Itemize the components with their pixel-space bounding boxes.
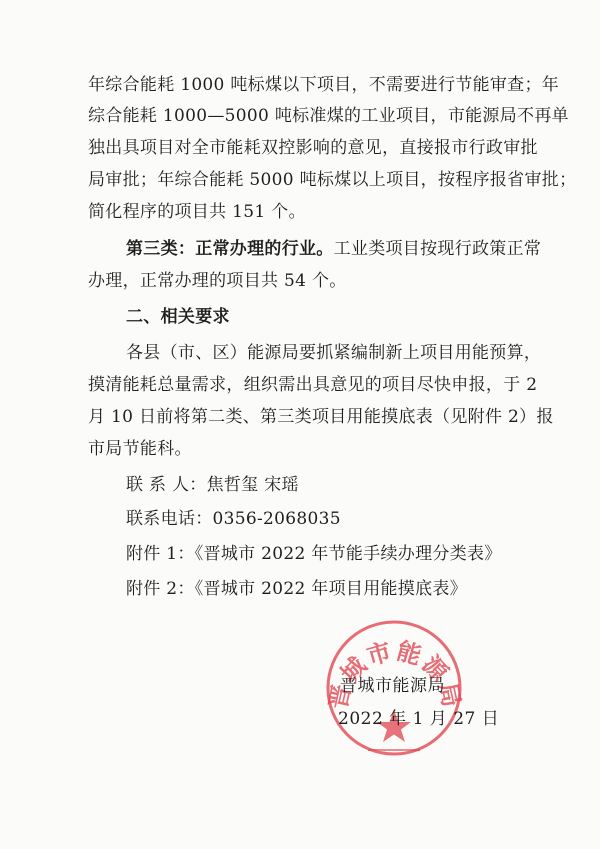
body-text-line: 独出具项目对全市能耗双控影响的意见，直接报市行政审批 <box>88 138 538 158</box>
body-text-line: 市局节能科。 <box>88 439 192 459</box>
body-text-line: 摸清能耗总量需求，组织需出具意见的项目尽快申报，于 2 <box>88 375 538 395</box>
body-text-line: 综合能耗 1000—5000 吨标准煤的工业项目，市能源局不再单 <box>88 106 569 126</box>
issuing-organization: 晋城市能源局 <box>340 676 445 696</box>
issue-date: 2022 年 1 月 27 日 <box>338 709 500 729</box>
body-text-line: 局审批；年综合能耗 5000 吨标煤以上项目，按程序报省审批； <box>88 170 577 190</box>
stamp-text: 晋城市能源局 <box>322 635 468 712</box>
attachment-2: 附件 2：《晋城市 2022 年项目用能摸底表》 <box>126 579 467 599</box>
section-heading: 二、相关要求 <box>126 307 230 327</box>
body-text-line: 简化程序的项目共 151 个。 <box>88 202 306 222</box>
body-text-line: 各县（市、区）能源局要抓紧编制新上项目用能预算， <box>126 343 542 363</box>
category-three-heading: 第三类：正常办理的行业。 <box>126 239 334 259</box>
body-text-line: 办理，正常办理的项目共 54 个。 <box>88 271 347 291</box>
body-text-line: 年综合能耗 1000 吨标煤以下项目，不需要进行节能审查；年 <box>88 75 560 95</box>
attachment-1: 附件 1：《晋城市 2022 年节能手续办理分类表》 <box>126 544 502 564</box>
category-three-text: 工业类项目按现行政策正常 <box>333 239 542 259</box>
body-text-line: 月 10 日前将第二类、第三类项目用能摸底表（见附件 2）报 <box>88 407 554 427</box>
contact-person: 联 系 人：焦哲玺 宋瑶 <box>126 475 299 495</box>
category-three-line <box>126 238 541 260</box>
contact-phone: 联系电话：0356-2068035 <box>126 509 341 529</box>
